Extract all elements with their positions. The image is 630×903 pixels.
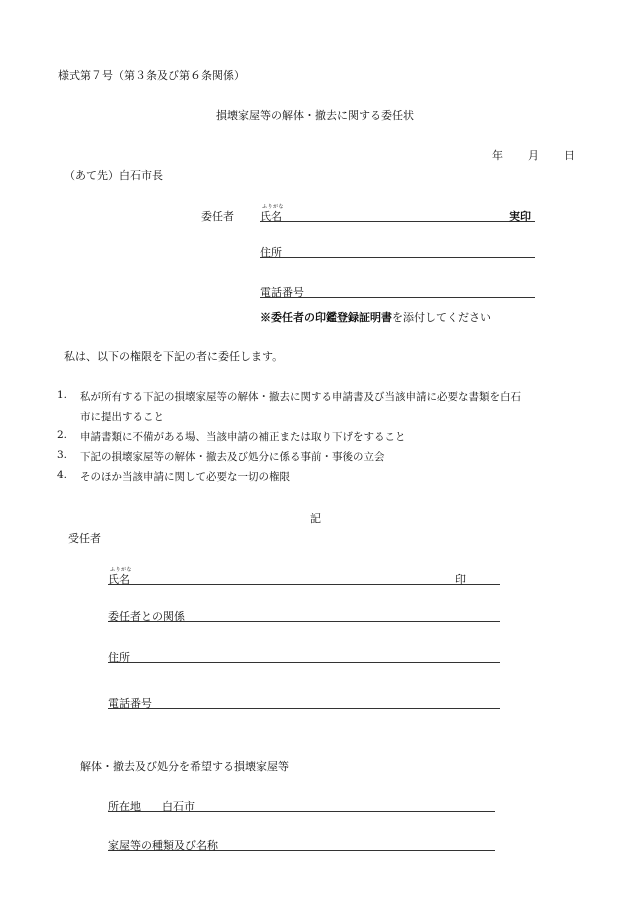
delegator-name-field[interactable] (260, 207, 535, 222)
delegator-seal-label: 実印 (509, 210, 531, 223)
intro-text: 私は、以下の権限を下記の者に委任します。 (64, 350, 284, 363)
power-number: 2. (57, 429, 68, 441)
power-number: 3. (57, 449, 68, 461)
delegate-phone-field[interactable] (108, 694, 500, 709)
power-text-continued: 市に提出すること (80, 411, 164, 423)
delegate-address-field[interactable] (108, 648, 500, 663)
delegate-name-field[interactable] (108, 570, 500, 585)
delegate-address-label: 住所 (108, 651, 130, 664)
form-label: 様式第７号（第３条及び第６条関係） (58, 69, 245, 82)
delegator-address-label: 住所 (260, 246, 282, 259)
delegate-name-furigana: ふりがな (110, 567, 133, 573)
delegator-note-bold: ※委任者の印鑑登録証明書 (260, 311, 392, 324)
property-type-label: 家屋等の種類及び名称 (108, 839, 218, 852)
delegate-name-label: 氏名 (108, 573, 130, 586)
delegate-phone-label: 電話番号 (108, 697, 152, 710)
addressee: （あて先）白石市長 (64, 169, 163, 182)
date-day-label: 日 (564, 149, 575, 162)
date-year-label: 年 (492, 149, 503, 162)
power-text: 私が所有する下記の損壊家屋等の解体・撤去に関する申請書及び当該申請に必要な書類を白石 (80, 391, 521, 403)
power-text: そのほか当該申請に関して必要な一切の権限 (80, 471, 290, 483)
delegator-name-furigana: ふりがな (262, 204, 285, 210)
power-text: 申請書類に不備がある場、当該申請の補正または取り下げをすること (80, 431, 406, 443)
property-heading: 解体・撤去及び処分を希望する損壊家屋等 (80, 760, 289, 773)
delegator-note (260, 309, 491, 325)
power-number: 1. (57, 389, 68, 401)
delegator-heading: 委任者 (201, 210, 234, 223)
property-location-value: 白石市 (162, 800, 195, 813)
delegate-heading: 受任者 (68, 532, 101, 545)
date-month-label: 月 (528, 149, 539, 162)
delegate-seal-label: 印 (455, 573, 466, 586)
delegator-note-rest: を添付してください (392, 311, 491, 324)
ki-heading: 記 (310, 512, 321, 525)
delegator-name-label: 氏名 (260, 210, 282, 223)
delegator-phone-label: 電話番号 (260, 286, 304, 299)
power-text: 下記の損壊家屋等の解体・撤去及び処分に係る事前・事後の立会 (80, 451, 385, 463)
power-number: 4. (57, 469, 68, 481)
delegator-phone-field[interactable] (260, 283, 535, 298)
page-title: 損壊家屋等の解体・撤去に関する委任状 (216, 109, 414, 122)
delegator-address-field[interactable] (260, 243, 535, 258)
property-type-field[interactable] (108, 836, 495, 851)
delegate-relation-label: 委任者との関係 (108, 610, 185, 623)
property-location-field[interactable] (108, 797, 495, 812)
delegate-relation-field[interactable] (108, 607, 500, 622)
property-location-label: 所在地 (108, 800, 141, 813)
